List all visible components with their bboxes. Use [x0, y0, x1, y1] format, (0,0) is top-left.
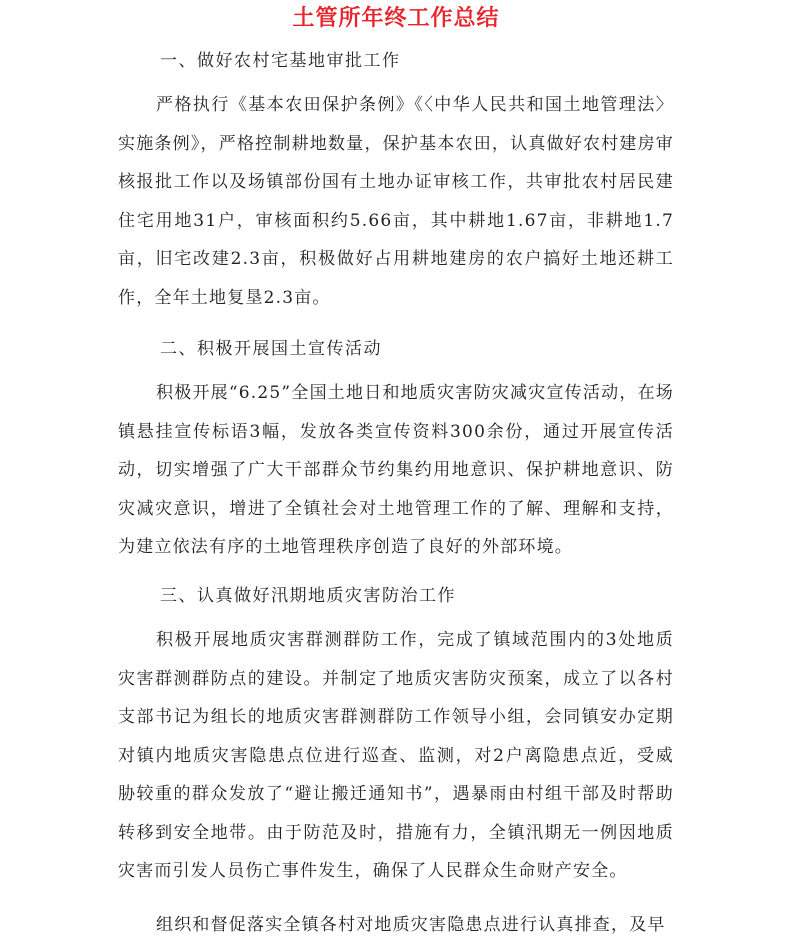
section-3-paragraph-continued: 组织和督促落实全镇各村对地质灾害隐患点进行认真排查，及早 — [156, 915, 666, 935]
section-1-heading: 一、做好农村宅基地审批工作 — [160, 51, 401, 71]
document-title: 土管所年终工作总结 — [292, 6, 500, 31]
section-2-heading: 二、积极开展国土宣传活动 — [160, 339, 382, 359]
section-3-heading: 三、认真做好汛期地质灾害防治工作 — [160, 586, 456, 606]
section-3-paragraph: 积极开展地质灾害群测群防工作，完成了镇域范围内的3处地质灾害群测群防点的建设。并制定了地质灾害防灾预案，成立了以各村支部书记为组长的地质灾害群测群防工作领导小组，会同镇安办定期对镇内地质灾害隐患点位进行巡查、监测，对2户离隐患点近，受威胁较重的群众发放了“避让搬迁通知书”，遇暴雨由村组干部及时帮助转移到安全地带。由于防范及时，措施有力，全镇汛期无一例因地质灾害而引发人员伤亡事件发生，确保了人民群众生命财产安全。 — [118, 630, 674, 881]
section-2-paragraph: 积极开展“6.25”全国土地日和地质灾害防灾减灾宣传活动，在场镇悬挂宣传标语3幅，发放各类宣传资料300余份，通过开展宣传活动，切实增强了广大干部群众节约集约用地意识、保护耕地意识、防灾减灾意识，增进了全镇社会对土地管理工作的了解、理解和支持，为建立依法有序的土地管理秩序创造了良好的外部环境。 — [118, 383, 674, 557]
section-1-paragraph: 严格执行《基本农田保护条例》《〈中华人民共和国土地管理法〉实施条例》，严格控制耕地数量，保护基本农田，认真做好农村建房审核报批工作以及场镇部份国有土地办证审核工作，共审批农村居民建住宅用地31户，审核面积约5.66亩，其中耕地1.67亩，非耕地1.7亩，旧宅改建2.3亩，积极做好占用耕地建房的农户搞好土地还耕工作，全年土地复垦2.3亩。 — [118, 95, 674, 308]
